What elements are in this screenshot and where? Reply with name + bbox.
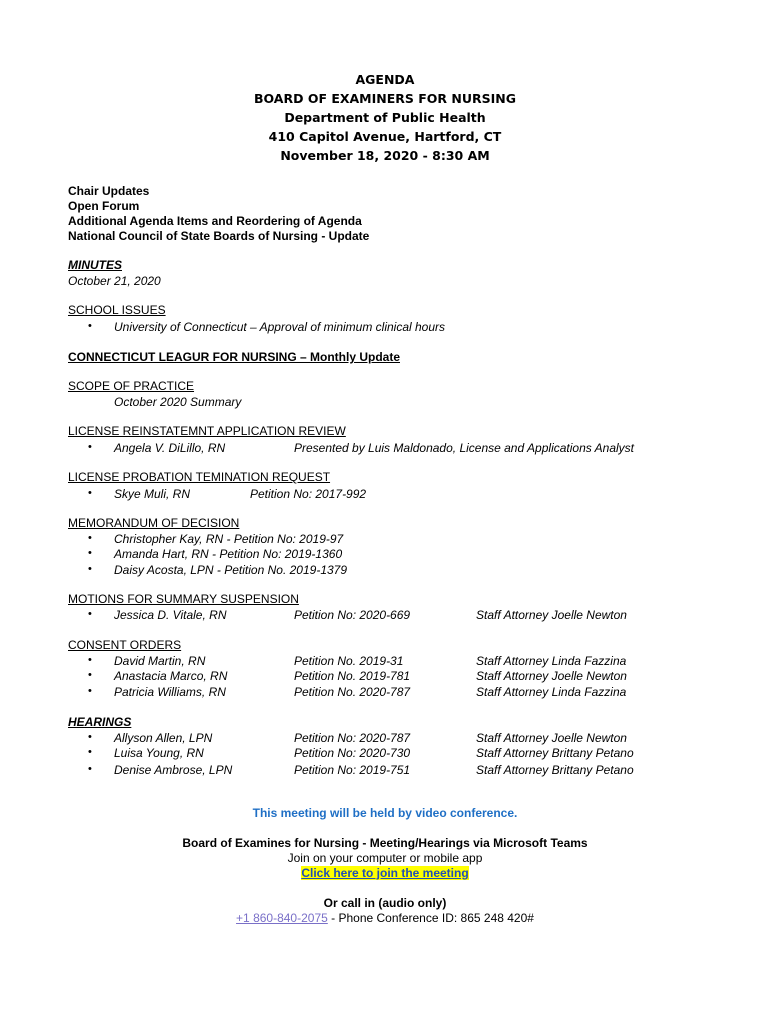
consent-name: Anastacia Marco, RN <box>114 669 228 683</box>
bullet-icon: • <box>88 746 92 758</box>
bullet-icon: • <box>88 763 92 775</box>
hearing-name: Denise Ambrose, LPN <box>114 763 233 777</box>
bullet-icon: • <box>88 547 92 559</box>
bullet-icon: • <box>88 532 92 544</box>
conference-id: - Phone Conference ID: 865 248 420# <box>327 911 534 925</box>
bullet-icon: • <box>88 669 92 681</box>
scope-item: October 2020 Summary <box>114 395 242 409</box>
consent-attorney: Staff Attorney Linda Fazzina <box>476 685 627 699</box>
join-link-row <box>0 866 770 880</box>
bullet-icon: • <box>88 563 92 575</box>
memorandum-item: Christopher Kay, RN - Petition No: 2019-97 <box>114 532 344 546</box>
department-name: Department of Public Health <box>284 110 486 125</box>
memorandum-heading: MEMORANDUM OF DECISION <box>68 516 240 530</box>
consent-petition: Petition No. 2020-787 <box>294 685 411 699</box>
bullet-icon: • <box>88 731 92 743</box>
phone-number-link[interactable]: +1 860-840-2075 <box>236 911 328 925</box>
suspension-heading: MOTIONS FOR SUMMARY SUSPENSION <box>68 592 299 606</box>
intro-item: National Council of State Boards of Nursing - Update <box>68 229 370 243</box>
suspension-petition: Petition No: 2020-669 <box>294 608 411 622</box>
probation-heading: LICENSE PROBATION TEMINATION REQUEST <box>68 470 331 484</box>
phone-row <box>0 911 770 925</box>
intro-item: Additional Agenda Items and Reordering of Agenda <box>68 214 362 228</box>
probation-name: Skye Muli, RN <box>114 487 191 501</box>
teams-title: Board of Examines for Nursing - Meeting/Hearings via Microsoft Teams <box>182 836 588 850</box>
hearing-attorney: Staff Attorney Joelle Newton <box>476 731 627 745</box>
hearing-petition: Petition No: 2019-751 <box>294 763 411 777</box>
consent-attorney: Staff Attorney Linda Fazzina <box>476 654 627 668</box>
intro-item: Open Forum <box>68 199 140 213</box>
memorandum-item: Amanda Hart, RN - Petition No: 2019-1360 <box>114 547 343 561</box>
bullet-icon: • <box>88 608 92 620</box>
hearings-heading: HEARINGS <box>68 715 132 729</box>
consent-name: Patricia Williams, RN <box>114 685 226 699</box>
league-heading: CONNECTICUT LEAGUR FOR NURSING – Monthly Update <box>68 350 400 364</box>
address: 410 Capitol Avenue, Hartford, CT <box>268 129 502 144</box>
consent-attorney: Staff Attorney Joelle Newton <box>476 669 627 683</box>
consent-petition: Petition No. 2019-31 <box>294 654 404 668</box>
intro-item: Chair Updates <box>68 184 150 198</box>
bullet-icon: • <box>88 441 92 453</box>
reinstatement-heading: LICENSE REINSTATEMNT APPLICATION REVIEW <box>68 424 346 438</box>
bullet-icon: • <box>88 487 92 499</box>
hearing-attorney: Staff Attorney Brittany Petano <box>476 763 634 777</box>
join-meeting-link[interactable]: Click here to join the meeting <box>301 866 469 880</box>
hearing-name: Luisa Young, RN <box>114 746 204 760</box>
school-issues-heading: SCHOOL ISSUES <box>68 303 166 317</box>
hearing-petition: Petition No: 2020-730 <box>294 746 411 760</box>
video-conference-note: This meeting will be held by video conference. <box>252 806 518 820</box>
hearing-petition: Petition No: 2020-787 <box>294 731 411 745</box>
probation-petition: Petition No: 2017-992 <box>250 487 367 501</box>
scope-heading: SCOPE OF PRACTICE <box>68 379 195 393</box>
agenda-title: AGENDA <box>355 72 415 87</box>
consent-heading: CONSENT ORDERS <box>68 638 182 652</box>
memorandum-item: Daisy Acosta, LPN - Petition No. 2019-1379 <box>114 563 348 577</box>
school-issue-item: University of Connecticut – Approval of minimum clinical hours <box>114 320 446 334</box>
bullet-icon: • <box>88 320 92 332</box>
minutes-date: October 21, 2020 <box>68 274 161 288</box>
hearing-name: Allyson Allen, LPN <box>114 731 213 745</box>
bullet-icon: • <box>88 685 92 697</box>
board-name: BOARD OF EXAMINERS FOR NURSING <box>253 91 517 106</box>
meeting-date: November 18, 2020 - 8:30 AM <box>280 148 490 163</box>
reinstatement-name: Angela V. DiLillo, RN <box>114 441 226 455</box>
hearing-attorney: Staff Attorney Brittany Petano <box>476 746 634 760</box>
consent-name: David Martin, RN <box>114 654 206 668</box>
consent-petition: Petition No. 2019-781 <box>294 669 411 683</box>
join-instructions: Join on your computer or mobile app <box>287 851 483 865</box>
suspension-attorney: Staff Attorney Joelle Newton <box>476 608 627 622</box>
reinstatement-note: Presented by Luis Maldonado, License and Applications Analyst <box>294 441 634 455</box>
suspension-name: Jessica D. Vitale, RN <box>114 608 227 622</box>
call-in-label: Or call in (audio only) <box>323 896 447 910</box>
bullet-icon: • <box>88 654 92 666</box>
minutes-heading: MINUTES <box>68 258 122 272</box>
